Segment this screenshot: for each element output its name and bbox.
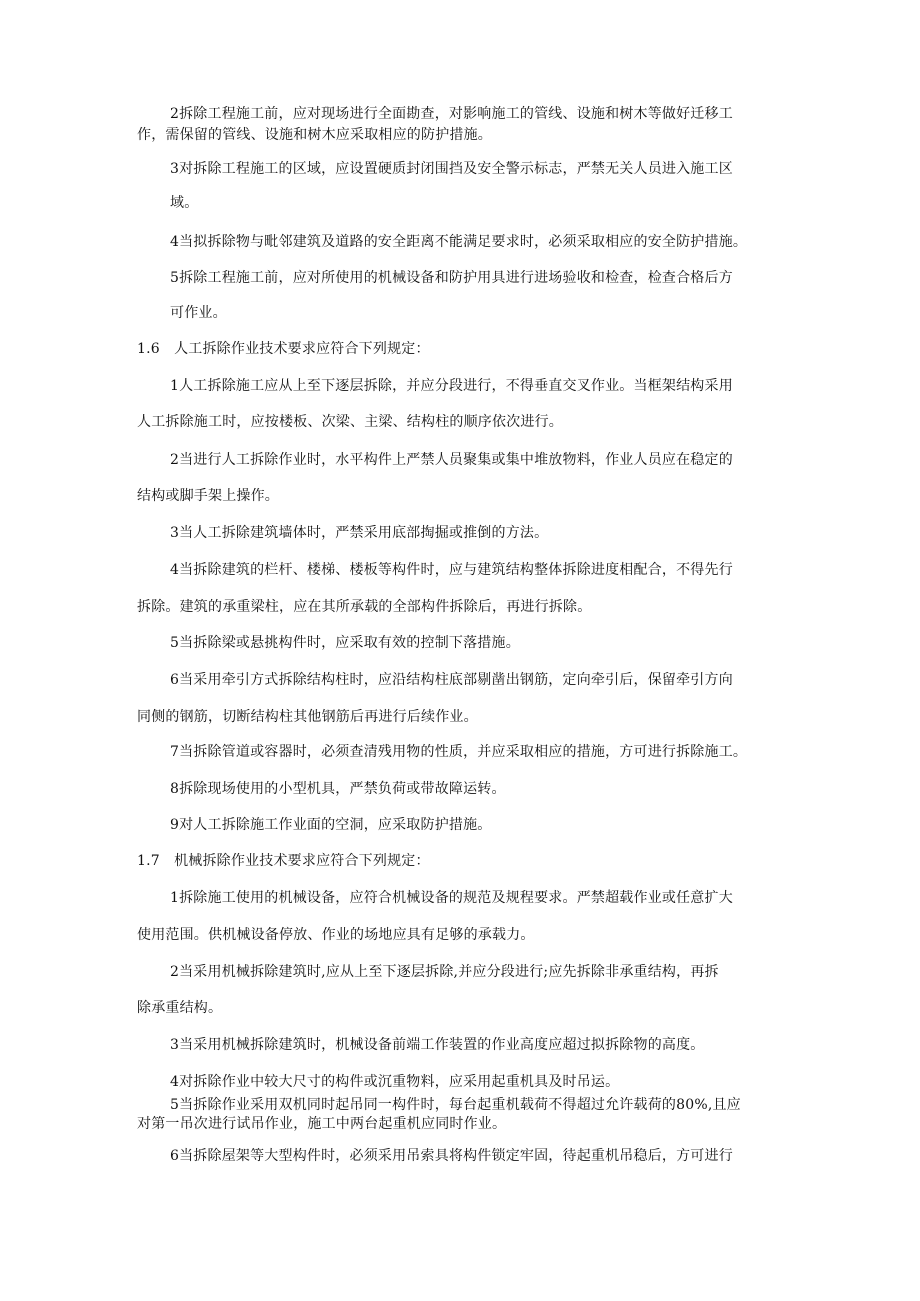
paragraph-line: 同侧的钢筋，切断结构柱其他钢筋后再进行后续作业。 — [137, 709, 478, 725]
paragraph-line: 结构或脚手架上操作。 — [137, 488, 279, 504]
section-heading: 1.6 人工拆除作业技术要求应符合下列规定： — [137, 341, 430, 357]
paragraph-line: 3当采用机械拆除建筑时，机械设备前端工作装置的作业高度应超过拟拆除物的高度。 — [170, 1037, 705, 1053]
paragraph-line: 人工拆除施工时，应按楼板、次梁、主梁、结构柱的顺序依次进行。 — [137, 414, 563, 430]
paragraph-line: 使用范围。供机械设备停放、作业的场地应具有足够的承载力。 — [137, 927, 535, 943]
paragraph-line: 域。 — [170, 195, 199, 211]
paragraph-line: 作，需保留的管线、设施和树木应采取相应的防护措施。 — [137, 127, 492, 143]
paragraph-line: 2当采用机械拆除建筑时,应从上至下逐层拆除,并应分段进行;应先拆除非承重结构，再拆 — [170, 964, 719, 980]
paragraph-line: 7当拆除管道或容器时，必须查清残用物的性质，并应采取相应的措施，方可进行拆除施工。 — [170, 744, 748, 760]
paragraph-line: 5当拆除作业采用双机同时起吊同一构件时，每台起重机载荷不得超过允许载荷的80%,且应 — [170, 1097, 741, 1113]
paragraph-line: 4对拆除作业中较大尺寸的构件或沉重物料，应采用起重机具及时吊运。 — [170, 1074, 620, 1090]
paragraph-line: 6当采用牵引方式拆除结构柱时，应沿结构柱底部剔凿出钢筋，定向牵引后，保留牵引方向 — [170, 672, 733, 688]
paragraph-line: 对第一吊次进行试吊作业，施工中两台起重机应同时作业。 — [137, 1116, 507, 1132]
paragraph-line: 1人工拆除施工应从上至下逐层拆除，并应分段进行，不得垂直交叉作业。当框架结构采用 — [170, 378, 733, 394]
paragraph-line: 4当拆除建筑的栏杆、楼梯、楼板等构件时，应与建筑结构整体拆除进度相配合，不得先行 — [170, 562, 733, 578]
paragraph-line: 5当拆除梁或悬挑构件时，应采取有效的控制下落措施。 — [170, 635, 520, 651]
paragraph-line: 可作业。 — [170, 305, 227, 321]
paragraph-line: 8拆除现场使用的小型机具，严禁负荷或带故障运转。 — [170, 781, 506, 797]
paragraph-line: 3对拆除工程施工的区域，应设置硬质封闭围挡及安全警示标志，严禁无关人员进入施工区 — [170, 161, 733, 177]
paragraph-line: 4当拟拆除物与毗邻建筑及道路的安全距离不能满足要求时，必须采取相应的安全防护措施。 — [170, 234, 748, 250]
paragraph-line: 除承重结构。 — [137, 1000, 223, 1016]
section-heading: 1.7 机械拆除作业技术要求应符合下列规定： — [137, 853, 430, 869]
paragraph-line: 3当人工拆除建筑墙体时，严禁采用底部掏掘或推倒的方法。 — [170, 525, 549, 541]
paragraph-line: 2拆除工程施工前，应对现场进行全面勘查，对影响施工的管线、设施和树木等做好迁移工 — [170, 106, 733, 122]
paragraph-line: 2当进行人工拆除作业时，水平构件上严禁人员聚集或集中堆放物料，作业人员应在稳定的 — [170, 452, 733, 468]
paragraph-line: 6当拆除屋架等大型构件时，必须采用吊索具将构件锁定牢固，待起重机吊稳后，方可进行 — [170, 1148, 733, 1164]
paragraph-line: 1拆除施工使用的机械设备，应符合机械设备的规范及规程要求。严禁超载作业或任意扩大 — [170, 890, 733, 906]
paragraph-line: 5拆除工程施工前，应对所使用的机械设备和防护用具进行进场验收和检查，检查合格后方 — [170, 270, 733, 286]
paragraph-line: 拆除。建筑的承重梁柱，应在其所承载的全部构件拆除后，再进行拆除。 — [137, 599, 592, 615]
paragraph-line: 9对人工拆除施工作业面的空洞，应采取防护措施。 — [170, 817, 492, 833]
